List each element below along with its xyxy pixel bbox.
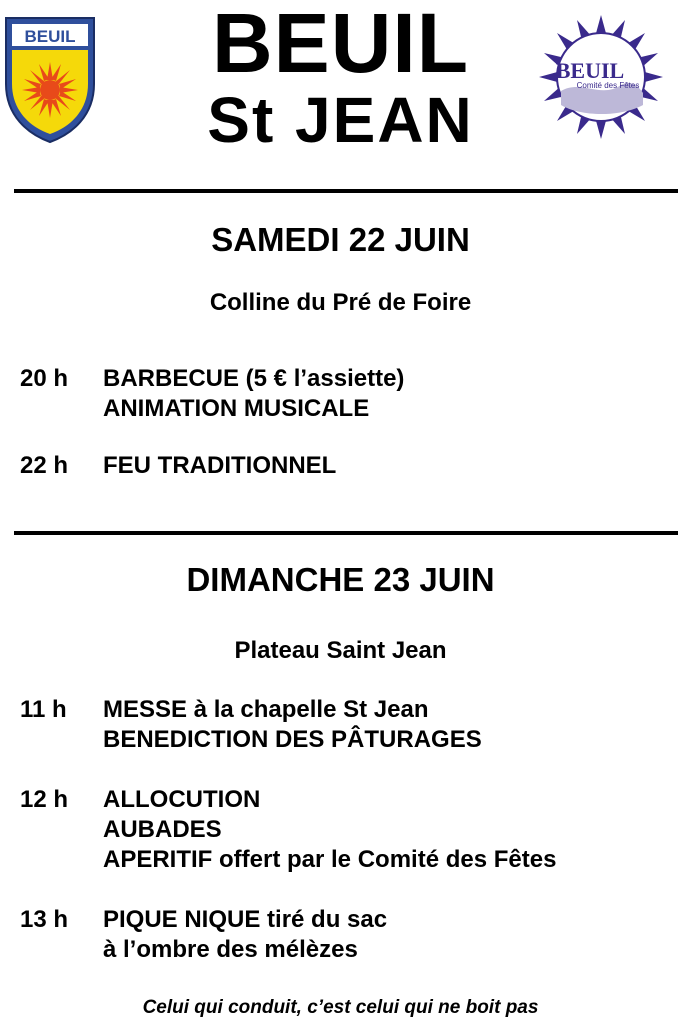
event-description: APERITIF offert par le Comité des Fêtes xyxy=(103,846,557,873)
event-description: ALLOCUTION xyxy=(103,786,261,813)
divider-top xyxy=(14,189,678,193)
event-description: FEU TRADITIONNEL xyxy=(103,452,337,479)
event-description: BARBECUE (5 € l’assiette) xyxy=(103,365,405,392)
title-line-2: St JEAN xyxy=(207,84,474,156)
event-description: PIQUE NIQUE tiré du sac xyxy=(103,906,388,933)
sunday-heading: DIMANCHE 23 JUIN xyxy=(186,561,495,598)
footer-slogan: Celui qui conduit, c’est celui qui ne boit pas xyxy=(142,997,539,1018)
logo-left-label: BEUIL xyxy=(24,27,76,46)
event-description: BENEDICTION DES PÂTURAGES xyxy=(103,726,482,753)
event-time: 22 h xyxy=(20,452,69,479)
title-line-1: BEUIL xyxy=(212,0,469,90)
divider-middle xyxy=(14,531,678,535)
saturday-venue: Colline du Pré de Foire xyxy=(209,289,472,316)
saturday-heading: SAMEDI 22 JUIN xyxy=(211,221,470,258)
event-description: à l’ombre des mélèzes xyxy=(103,936,358,963)
event-time: 11 h xyxy=(20,696,67,723)
event-time: 20 h xyxy=(20,365,69,392)
event-time: 12 h xyxy=(20,786,69,813)
event-description: MESSE à la chapelle St Jean xyxy=(103,696,429,723)
seal-sublabel: Comité des Fêtes xyxy=(576,81,640,90)
event-description: ANIMATION MUSICALE xyxy=(103,395,370,422)
event-description: AUBADES xyxy=(103,816,222,843)
seal-label: BEUIL xyxy=(555,58,625,83)
sunday-venue: Plateau Saint Jean xyxy=(234,637,447,664)
comite-des-fetes-seal-logo xyxy=(536,12,666,142)
event-time: 13 h xyxy=(20,906,69,933)
